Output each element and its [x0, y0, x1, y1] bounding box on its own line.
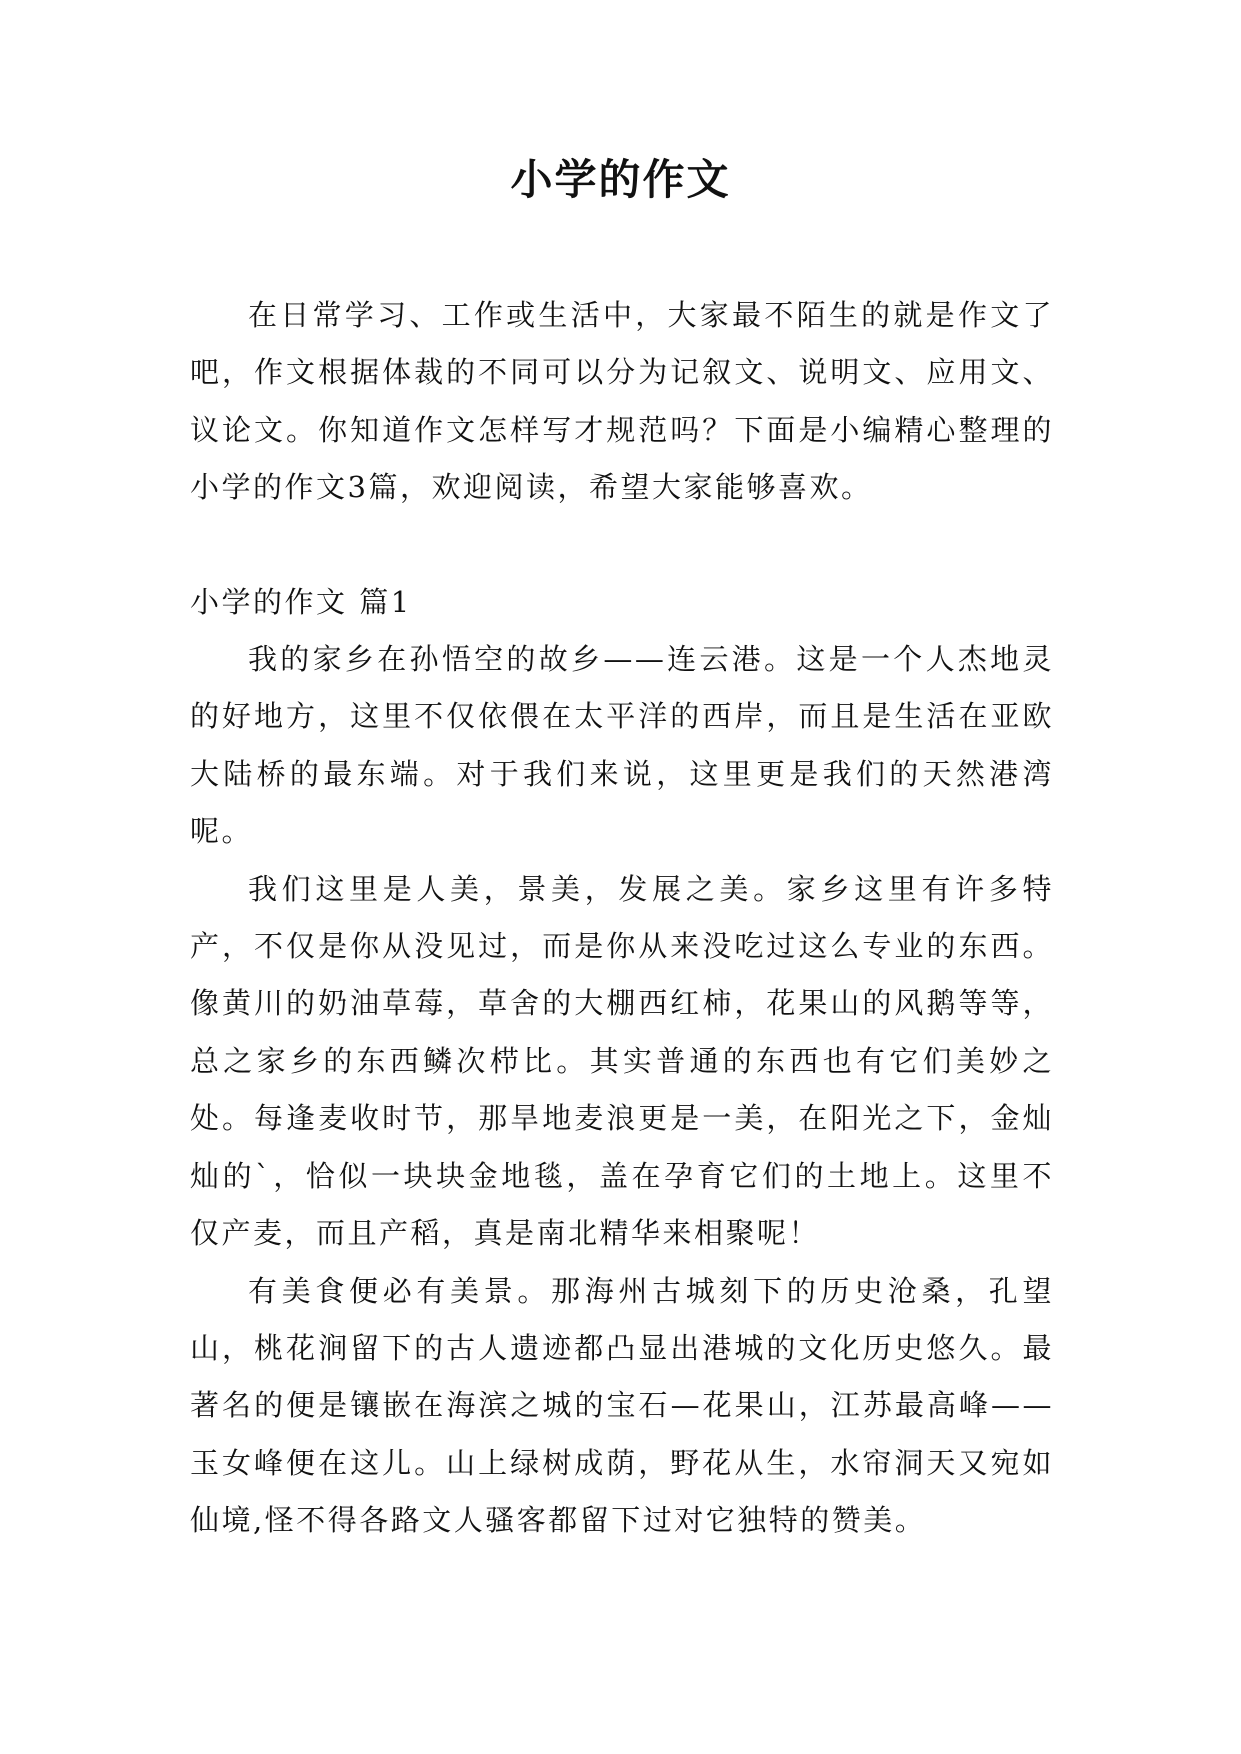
body-paragraph: 我们这里是人美，景美，发展之美。家乡这里有许多特产，不仅是你从没见过，而是你从来没吃过这么专业的东西。像黄川的奶油草莓，草舍的大棚西红柿，花果山的风鹅等等，总之家乡的东西鳞次栉比。其实普通的东西也有它们美妙之处。每逢麦收时节，那旱地麦浪更是一美，在阳光之下，金灿灿的`，恰似一块块金地毯，盖在孕育它们的土地上。这里不仅产麦，而且产稻，真是南北精华来相聚呢！ — [190, 871, 1054, 1251]
document-body — [190, 287, 1054, 1550]
section-heading: 小学的作文 篇1 — [190, 584, 412, 619]
body-paragraph: 我的家乡在孙悟空的故乡——连云港。这是一个人杰地灵的好地方，这里不仅依偎在太平洋的西岸，而且是生活在亚欧大陆桥的最东端。对于我们来说，这里更是我们的天然港湾呢。 — [190, 642, 1054, 849]
body-paragraph: 有美食便必有美景。那海州古城刻下的历史沧桑，孔望山，桃花涧留下的古人遗迹都凸显出港城的文化历史悠久。最著名的便是镶嵌在海滨之城的宝石—花果山，江苏最高峰——玉女峰便在这儿。山上绿树成荫，野花从生，水帘洞天又宛如仙境,怪不得各路文人骚客都留下过对它独特的赞美。 — [190, 1273, 1054, 1538]
intro-paragraph: 在日常学习、工作或生活中，大家最不陌生的就是作文了吧，作文根据体裁的不同可以分为记叙文、说明文、应用文、议论文。你知道作文怎样写才规范吗？下面是小编精心整理的小学的作文3篇，欢迎阅读，希望大家能够喜欢。 — [190, 298, 1054, 505]
document-title: 小学的作文 — [510, 155, 731, 204]
